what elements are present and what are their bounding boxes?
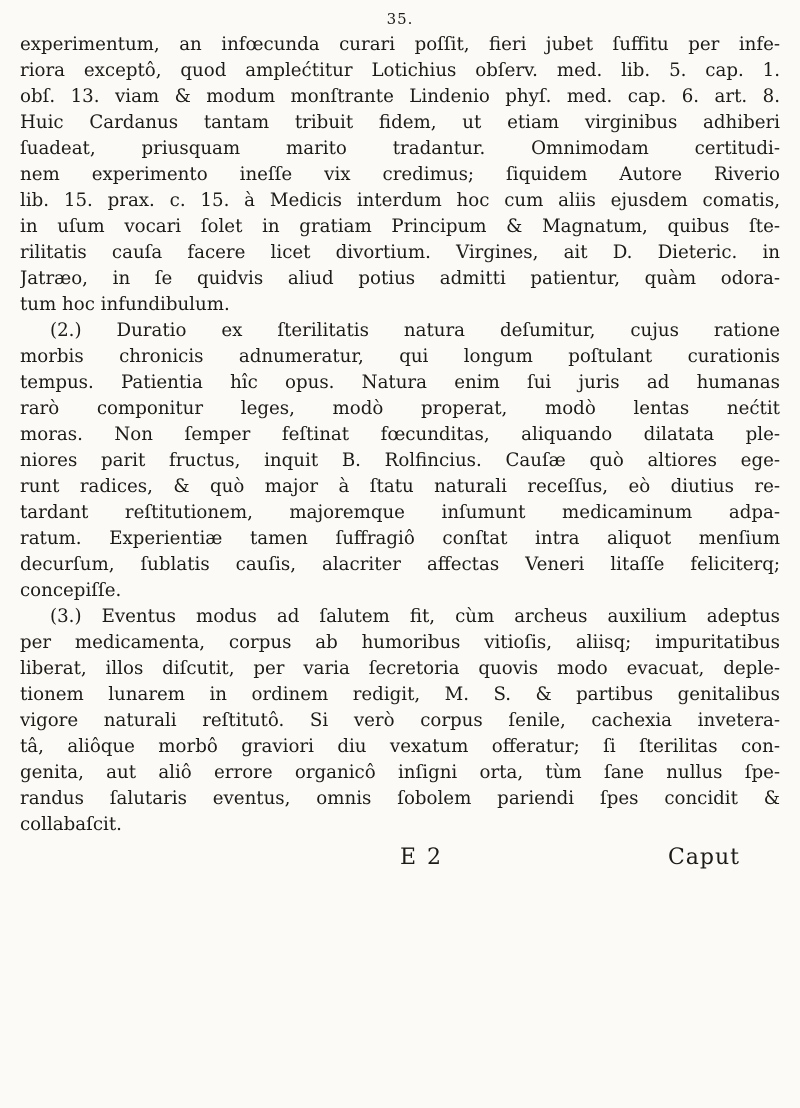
text-line: rarò componitur leges, modò properat, modò lentas nećtit (20, 398, 780, 419)
text-line: decurſum, ſublatis cauſis, alacriter affectas Veneri litaſſe feliciterq; (20, 554, 780, 575)
text-line: per medicamenta, corpus ab humoribus vitioſis, aliisq; impuritatibus (20, 632, 780, 653)
text-line: tardant reſtitutionem, majoremque inſumunt medicaminum adpa- (20, 502, 780, 523)
text-line: collabaſcit. (20, 814, 122, 835)
text-line: morbis chronicis adnumeratur, qui longum poſtulant curationis (20, 346, 780, 367)
text-line: obſ. 13. viam & modum monſtrante Lindenio phyſ. med. cap. 6. art. 8. (20, 86, 780, 107)
text-line: riora exceptô, quod amplećtitur Lotichius obſerv. med. lib. 5. cap. 1. (20, 60, 780, 81)
catchword: Caput (667, 845, 740, 870)
text-line: nem experimento ineſſe vix credimus; ſiquidem Autore Riverio (20, 164, 780, 185)
text-line: tum hoc infundibulum. (20, 294, 230, 315)
text-line: tempus. Patientia hîc opus. Natura enim ſui juris ad humanas (20, 372, 780, 393)
page-footer (0, 845, 800, 875)
text-line: experimentum, an infœcunda curari poſſit, fieri jubet ſuffitu per infe- (20, 34, 780, 55)
text-line: genita, aut aliô errore organicô inſigni orta, tùm ſane nullus ſpe- (20, 762, 780, 783)
text-line: vigore naturali reſtitutô. Si verò corpus ſenile, cachexia invetera- (20, 710, 780, 731)
text-line: Huic Cardanus tantam tribuit fidem, ut etiam virginibus adhiberi (20, 112, 780, 133)
text-line: moras. Non ſemper feſtinat fœcunditas, aliquando dilatata ple- (20, 424, 780, 445)
text-line: lib. 15. prax. c. 15. à Medicis interdum hoc cum aliis ejusdem comatis, (20, 190, 780, 211)
page-number: 35. (386, 10, 414, 28)
signature-mark: E 2 (400, 845, 444, 870)
text-line: ratum. Experientiæ tamen ſuffragiô conſtat intra aliquot menſium (20, 528, 780, 549)
text-line: rilitatis cauſa facere licet divortium. Virgines, ait D. Dieteric. in (20, 242, 780, 263)
text-line: concepiſſe. (20, 580, 122, 601)
text-line: (2.) Duratio ex ſterilitatis natura deſumitur, cujus ratione (50, 320, 780, 341)
text-line: runt radices, & quò major à ſtatu naturali receſſus, eò diutius re- (20, 476, 780, 497)
text-line: ſuadeat, priusquam marito tradantur. Omnimodam certitudi- (20, 138, 780, 159)
text-line: tionem lunarem in ordinem redigit, M. S. & partibus genitalibus (20, 684, 780, 705)
body-text (20, 32, 780, 838)
text-line: niores parit fructus, inquit B. Rolfincius. Cauſæ quò altiores ege- (20, 450, 780, 471)
text-line: randus ſalutaris eventus, omnis ſobolem pariendi ſpes concidit & (20, 788, 780, 809)
text-line: liberat, illos diſcutit, per varia ſecretoria quovis modo evacuat, deple- (20, 658, 780, 679)
text-line: (3.) Eventus modus ad ſalutem fit, cùm archeus auxilium adeptus (50, 606, 780, 627)
text-line: tâ, aliôque morbô graviori diu vexatum offeratur; ſi ſterilitas con- (20, 736, 780, 757)
text-line: in uſum vocari ſolet in gratiam Principum & Magnatum, quibus ſte- (20, 216, 780, 237)
text-line: Jatræo, in ſe quidvis aliud potius admitti patientur, quàm odora- (20, 268, 780, 289)
